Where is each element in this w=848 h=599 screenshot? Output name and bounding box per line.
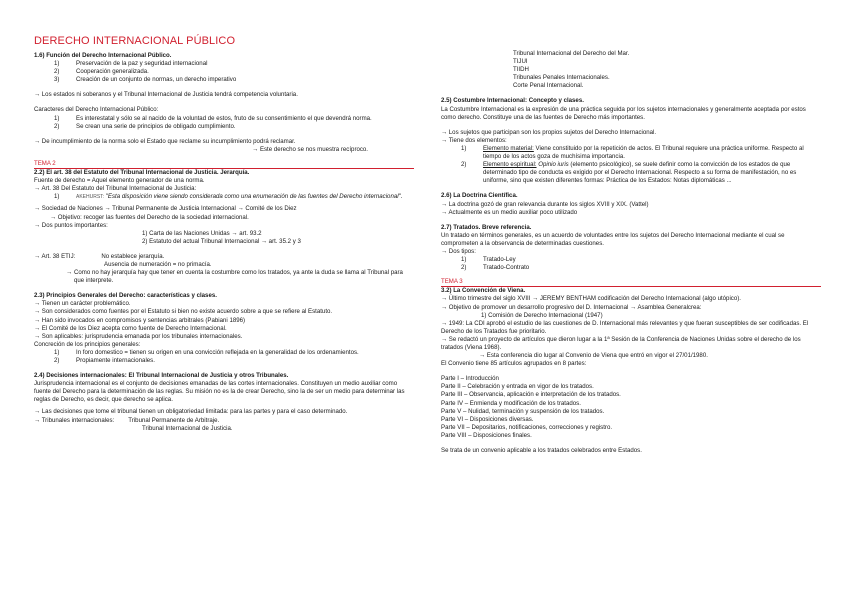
paragraph: Ausencia de numeración = no primacía. — [104, 260, 212, 268]
left-column — [34, 52, 414, 433]
section-heading-2-7: 2.7) Tratados. Breve referencia. — [441, 223, 532, 231]
list-item: 1) Elemento material: Viene constituido por la repetición de actos. El Tribunal requiere una práctica uniforme. Respecto al tiempo de los actos goza de muchísima importancia. — [461, 144, 804, 161]
section-heading-2-3: 2.3) Principios Generales del Derecho: características y clases. — [34, 292, 217, 300]
arrow-line: → Tienen un carácter problemático. — [34, 300, 131, 308]
paragraph: El Convenio tiene 85 artículos agrupados en 8 partes: — [441, 360, 587, 368]
arrow-line: → Esta conferencia dio lugar al Convenio de Viena que entró en vigor el 27/01/1980. — [479, 352, 708, 360]
paragraph: Concreción de los principios generales: — [34, 340, 141, 348]
paragraph: La Costumbre Internacional es la expresión de una práctica seguida por los sujetos internacionales y generalmente aceptada por estos como derecho. Constituye una de las fuentes de Derecho más importantes. — [441, 105, 806, 121]
arrow-line: → Objetivo: recoger las fuentes del Derecho de la sociedad internacional. — [50, 213, 249, 221]
list-item: 1) Carta de las Naciones Unidas → art. 93.2 — [142, 229, 262, 237]
arrow-line: → Dos puntos importantes: — [34, 221, 108, 229]
list-item: TIIDH — [513, 66, 529, 74]
section-heading-2-4: 2.4) Decisiones internacionales: El Tribunal Internacional de Justicia y otros Tribunales. — [34, 372, 289, 380]
arrow-line: → Objetivo de promover un desarrollo progresivo del D. Internacional → Asamblea Generalcrea: — [441, 303, 702, 311]
list-item: 2) Estatuto del actual Tribunal Internacional → art. 35.2 y 3 — [142, 237, 301, 245]
list-item: 1) Comisión de Derecho Internacional (1947) — [481, 311, 603, 319]
paragraph: Se trata de un convenio aplicable a los tratados celebrados entre Estados. — [441, 447, 642, 455]
list-item: 2) Cooperación generalizada. — [54, 68, 149, 76]
arrow-line: → Sociedad de Naciones → Tribunal Permanente de Justicia Internacional → Comité de los Diez — [34, 205, 297, 213]
arrow-line: → 1949: La CDI aprobó el estudio de las cuestiones de D. Internacional más relevantes y que fueran susceptibles de ser codificadas. El Derecho de los Tratados fue prioritario. — [441, 319, 809, 335]
paragraph: Un tratado en términos generales, es un acuerdo de voluntades entre los sujetos del Derecho Internacional mediante el cual se comprometen a la observancia de determinadas cuestiones. — [441, 231, 785, 247]
list-item: 1) Tratado-Ley — [461, 256, 516, 264]
list-item: TIJUI — [513, 58, 528, 66]
parte-item: Parte VI – Disposiciones diversas. — [441, 415, 534, 423]
section-heading-2-2: 2.2) El art. 38 del Estatuto del Tribunal Internacional de Justicia. Jerarquía. — [34, 169, 250, 177]
section-heading-3-2: 3.2) La Convención de Viena. — [441, 287, 526, 295]
list-item: 2) Propiamente internacionales. — [54, 357, 155, 364]
list-item: Tribunal Internacional del Derecho del Mar. — [513, 50, 630, 57]
list-item: 2) Elemento espiritual: Opinio iuris (elemento psicológico), se suele definir como la convicción de los estados de que determinado tipo de conducta es exigido por el Derecho Internacional. Respecto a su forma de manifestación, no es uniforme, sino que existen diferentes formas: Práctica de los Estados: Notas diplomáticas ... — [461, 161, 797, 185]
parte-item: Parte VIII – Disposiciones finales. — [441, 431, 532, 439]
arrow-line: → Los sujetos que participan son los propios sujetos del Derecho Internacional. — [441, 128, 657, 136]
parte-item: Parte IV – Enmienda y modificación de los tratados. — [441, 399, 581, 407]
list-item: 1) Es interestatal y sólo se al nacido de la voluntad de estos, fruto de su consentimiento el que devendrá norma. — [54, 114, 372, 122]
arrow-line: → Los estados ni soberanos y el Tribunal Internacional de Justicia tendrá competencia voluntaria. — [34, 91, 298, 99]
list-item: 3) Creación de un conjunto de normas, un derecho imperativo — [54, 76, 237, 84]
tema-3-heading: TEMA 3 — [441, 278, 821, 287]
arrow-line: → Dos tipos: — [441, 247, 476, 255]
arrow-line: → Actualmente es un medio auxiliar poco utilizado — [441, 208, 578, 216]
paragraph: Jurisprudencia internacional es el conjunto de decisiones emanadas de las cortes internacionales. Constituyen un medio auxiliar como fuente del Derecho para la determinación de las reglas. Su misión no es la de crear Derecho, sino la de ser un medio para determinar las reglas de Derecho, es decir, que derecho se aplica. — [34, 380, 405, 404]
arrow-line: → De incumplimiento de la norma solo el Estado que reclame su incumplimiento podrá reclamar. — [34, 137, 296, 145]
paragraph: Caracteres del Derecho Internacional Público: — [34, 106, 159, 114]
arrow-line: → Este derecho se nos muestra recíproco. — [252, 145, 368, 153]
arrow-line: → Se redactó un proyecto de artículos que dieron lugar a la 1ª Sesión de la Conferencia de Naciones Unidas sobre el derecho de los tratados (Viena 1968). — [441, 335, 801, 351]
quote: 1) AKEHURST: "Esta disposición viene siendo considerada como una enumeración de las fuentes del Derecho internacional". — [54, 193, 403, 201]
arrow-line: → Último trimestre del siglo XVIII → JEREMY BENTHAM codificación del Derecho Internacional (algo utópico). — [441, 295, 741, 303]
parte-item: Parte VII – Depositarios, notificaciones, correcciones y registro. — [441, 423, 613, 431]
list-item: 2) Tratado-Contrato — [461, 264, 530, 272]
list-item: Tribunal Internacional de Justicia. — [142, 424, 233, 432]
arrow-line: → Art. 38 Del Estatuto del Tribunal Internacional de Justicia: — [34, 185, 197, 193]
section-heading-2-5: 2.5) Costumbre Internacional: Concepto y clases. — [441, 97, 584, 105]
arrow-line: → Son aplicables: jurisprudencia emanada por los tribunales internacionales. — [34, 332, 243, 340]
arrow-line: → Tribunales internacionales: Tribunal Permanente de Arbitraje. — [34, 416, 220, 424]
arrow-line: → Han sido invocados en compromisos y sentencias arbitrales (Pabiani 1896) — [34, 316, 246, 324]
list-item: Tribunales Penales Internacionales. — [513, 74, 610, 82]
arrow-line: → Como no hay jerarquía hay que tener en cuenta la costumbre como los tratados, ya ante la duda se llama al Tribunal para que interprete. — [66, 269, 403, 285]
section-heading-2-6: 2.6) La Doctrina Científica. — [441, 192, 518, 200]
arrow-line: → La doctrina gozó de gran relevancia durante los siglos XVIII y XIX. (Vattel) — [441, 200, 649, 208]
parte-item: Parte I – Introducción — [441, 375, 499, 383]
list-item: 1) In foro domestico = tienen su origen en una convicción reflejada en la generalidad de los ordenamientos. — [54, 348, 359, 356]
arrow-line: → Art. 38 ETIJ: No establece jerarquía. — [34, 252, 165, 260]
document-title: DERECHO INTERNACIONAL PÚBLICO — [34, 35, 236, 47]
arrow-line: → El Comité de los Diez acepta como fuente de Derecho Internacional. — [34, 324, 227, 332]
arrow-line: → Tiene dos elementos: — [441, 136, 507, 144]
list-item: 2) Se crean una serie de principios de obligado cumplimiento. — [54, 122, 236, 130]
parte-item: Parte III – Observancia, aplicación e interpretación de los tratados. — [441, 391, 621, 399]
list-item: Corte Penal Internacional. — [513, 82, 584, 90]
parte-item: Parte V – Nulidad, terminación y suspensión de los tratados. — [441, 407, 605, 415]
arrow-line: → Las decisiones que tome el tribunal tienen un obligatoriedad limitada: para las partes y para el caso determinado. — [34, 408, 348, 416]
section-heading-1-6: 1.6) Función del Derecho Internacional Público. — [34, 52, 172, 59]
right-column — [441, 50, 821, 455]
list-item: 1) Preservación de la paz y seguridad internacional — [54, 60, 208, 68]
paragraph: Fuente de derecho = Aquel elemento generador de una norma. — [34, 177, 205, 185]
arrow-line: → Son considerados como fuentes por el Estatuto si bien no existe acuerdo sobre a que se refiere al Estatuto. — [34, 308, 333, 316]
tema-2-heading: TEMA 2 — [34, 160, 414, 169]
parte-item: Parte II – Celebración y entrada en vigor de los tratados. — [441, 383, 594, 391]
